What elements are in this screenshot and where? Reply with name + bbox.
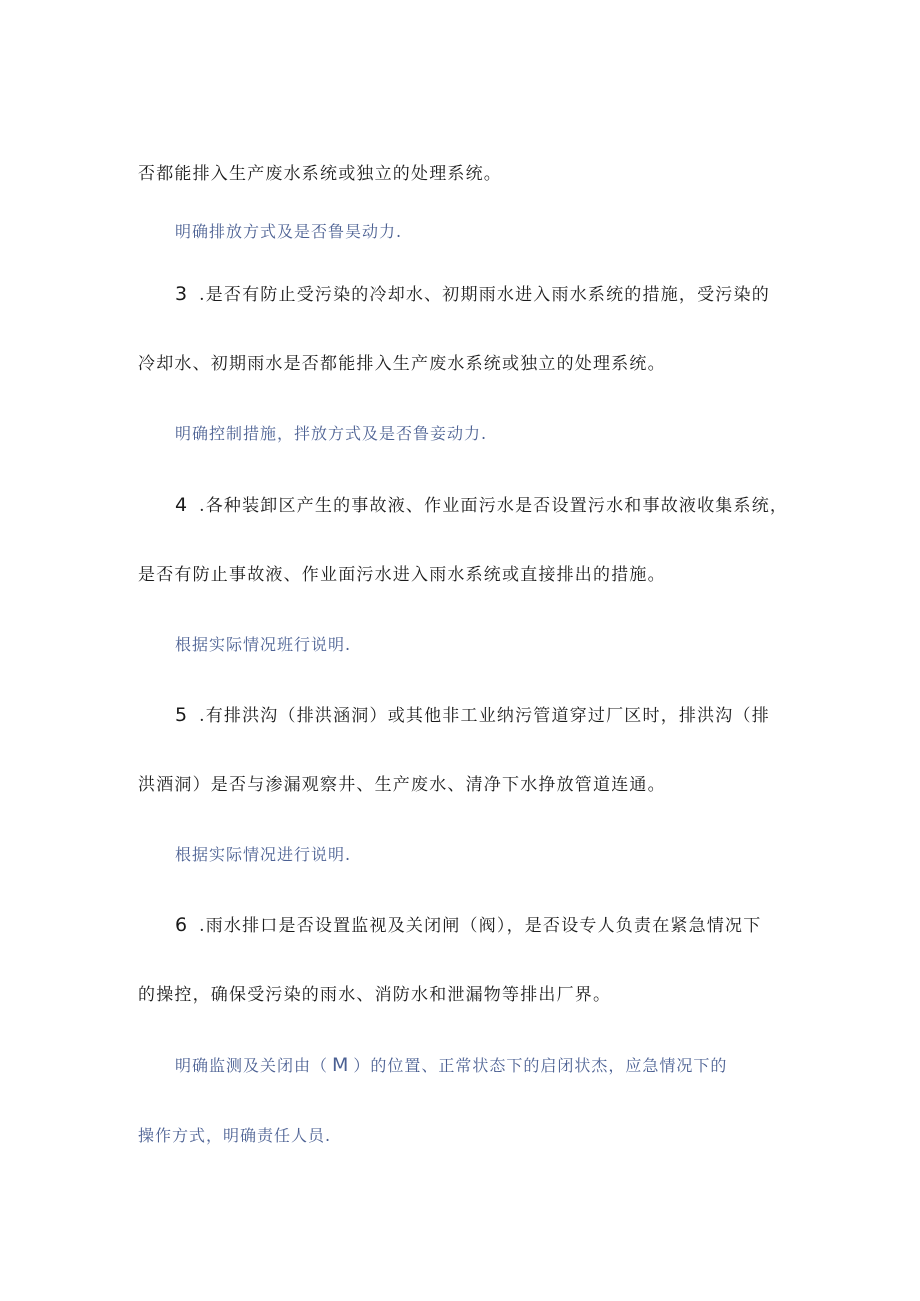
item-5-line-2: 洪酒洞）是否与渗漏观察井、生产废水、清净下水挣放管道连通。: [138, 775, 666, 795]
item-number: 4: [175, 494, 188, 516]
item-text: .是否有防止受污染的冷却水、初期雨水进入雨水系统的措施，受污染的: [199, 285, 770, 305]
note-line: 明确排放方式及是否鲁昊动力.: [175, 222, 403, 241]
item-4-line-1: [175, 493, 835, 518]
item-number: 3: [175, 283, 188, 305]
paragraph-line: 否都能排入生产废水系统或独立的处理系统。: [138, 164, 502, 184]
note-line: 明确控制措施，拌放方式及是否鲁妾动力.: [175, 424, 488, 443]
item-text: .各种装卸区产生的事故液、作业面污水是否设置污水和事故液收集系统，: [199, 496, 789, 516]
note-text: ）的位置、正常状态下的启闭状杰，应急情况下的: [353, 1056, 728, 1075]
item-3-line-1: [175, 282, 835, 307]
item-3-line-2: 冷却水、初期雨水是否都能排入生产废水系统或独立的处理系统。: [138, 354, 666, 374]
item-number: 5: [175, 704, 188, 726]
item-6-line-2: 的操控，确保受污染的雨水、消防水和泄漏物等排出厂界。: [138, 985, 612, 1005]
item-5-line-1: [175, 703, 835, 728]
note-line-monitoring: [175, 1053, 835, 1078]
note-line-monitoring-2: 操作方式，明确责任人员.: [138, 1126, 332, 1145]
note-letter: M: [332, 1054, 350, 1076]
item-number: 6: [175, 914, 188, 936]
item-4-line-2: 是否有防止事故液、作业面污水进入雨水系统或直接排出的措施。: [138, 565, 666, 585]
note-line: 根据实际情况班行说明.: [175, 635, 352, 654]
item-6-line-1: [175, 913, 835, 938]
item-text: .有排洪沟（排洪涵洞）或其他非工业纳污管道穿过厂区时，排洪沟（排: [199, 706, 770, 726]
note-text: 明确监测及关闭由（: [175, 1056, 329, 1075]
item-text: .雨水排口是否设置监视及关闭闸（阀），是否设专人负责在紧急情况下: [199, 916, 762, 936]
note-line: 根据实际情况进行说明.: [175, 845, 352, 864]
